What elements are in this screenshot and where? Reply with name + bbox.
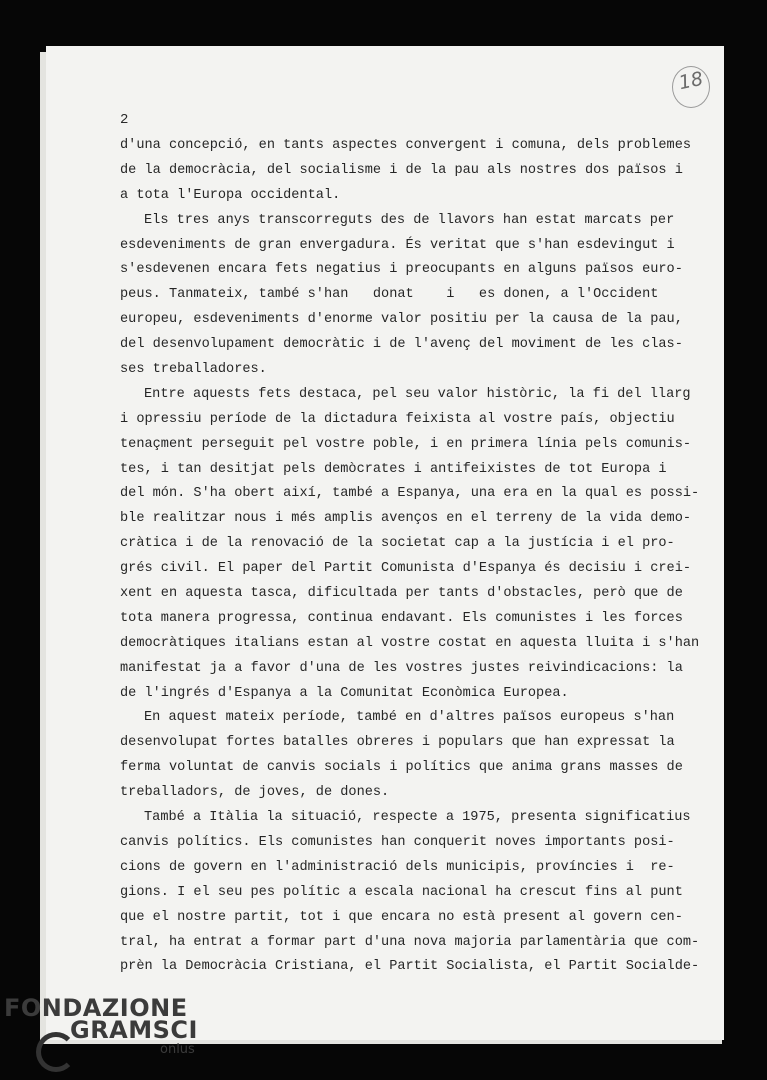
watermark-line-2: GRAMSCI <box>70 1016 198 1044</box>
text-line: a tota l'Europa occidental. <box>120 187 341 203</box>
text-line: democràtiques italians estan al vostre costat en aquesta lluita i s'han <box>120 635 700 651</box>
document-page <box>46 46 724 1040</box>
text-line: desenvolupat fortes batalles obreres i populars que han expressat la <box>120 735 675 751</box>
text-line: cràtica i de la renovació de la societat cap a la justícia i el pro- <box>120 536 675 552</box>
text-line: de l'ingrés d'Espanya a la Comunitat Econòmica Europea. <box>120 685 569 701</box>
text-line: prèn la Democràcia Cristiana, el Partit Socialista, el Partit Socialde- <box>120 959 700 975</box>
text-line: En aquest mateix període, també en d'altres països europeus s'han <box>144 710 675 726</box>
text-line: que el nostre partit, tot i que encara no està present al govern cen- <box>120 909 683 925</box>
text-line: grés civil. El paper del Partit Comunista d'Espanya és decisiu i crei- <box>120 561 692 577</box>
body-text <box>120 134 700 980</box>
watermark-line-1: FONDAZIONE <box>4 994 188 1022</box>
text-line: peus. Tanmateix, també s'han donat i es donen, a l'Occident <box>120 287 659 303</box>
text-line: tenaçment perseguit pel vostre poble, i en primera línia pels comunis- <box>120 436 692 452</box>
text-line: ble realitzar nous i més amplis avenços en el terreny de la vida demo- <box>120 511 692 527</box>
text-line: tral, ha entrat a formar part d'una nova majoria parlamentària que com- <box>120 934 700 950</box>
text-line: del món. S'ha obert així, també a Espanya, una era en la qual es possi- <box>120 486 700 502</box>
folio-annotation: 18 <box>676 67 706 95</box>
text-line: del desenvolupament democràtic i de l'avenç del moviment de les clas- <box>120 337 683 353</box>
text-line: tota manera progressa, continua endavant. Els comunistes i les forces <box>120 610 683 626</box>
watermark-line-3: onlus <box>160 1042 195 1057</box>
text-line: gions. I el seu pes polític a escala nacional ha crescut fins al punt <box>120 884 683 900</box>
text-line: europeu, esdeveniments d'enorme valor positiu per la causa de la pau, <box>120 312 683 328</box>
text-line: Els tres anys transcorreguts des de llavors han estat marcats per <box>144 212 675 228</box>
fondazione-gramsci-watermark <box>4 994 198 1074</box>
text-line: de la democràcia, del socialisme i de la pau als nostres dos països i <box>120 162 683 178</box>
text-line: tes, i tan desitjat pels demòcrates i antifeixistes de tot Europa i <box>120 461 667 477</box>
text-line: Entre aquests fets destaca, pel seu valor històric, la fi del llarg <box>144 386 691 402</box>
page-number: 2 <box>120 112 129 128</box>
text-line: xent en aquesta tasca, dificultada per tants d'obstacles, però que de <box>120 586 683 602</box>
text-line: ses treballadores. <box>120 362 267 378</box>
text-line: d'una concepció, en tants aspectes convergent i comuna, dels problemes <box>120 138 692 153</box>
text-line: També a Itàlia la situació, respecte a 1975, presenta significatius <box>144 810 691 826</box>
text-line: treballadors, de joves, de dones. <box>120 785 390 801</box>
text-line: s'esdevenen encara fets negatius i preocupants en alguns països euro- <box>120 262 683 278</box>
text-line: manifestat ja a favor d'una de les vostres justes reivindicacions: la <box>120 660 683 676</box>
text-line: esdeveniments de gran envergadura. És veritat que s'han esdevingut i <box>120 237 675 253</box>
text-line: cions de govern en l'administració dels municipis, províncies i re- <box>120 859 675 875</box>
text-line: ferma voluntat de canvis socials i polítics que anima grans masses de <box>120 760 683 776</box>
text-line: i opressiu període de la dictadura feixista al vostre país, objectiu <box>120 411 675 427</box>
text-line: canvis polítics. Els comunistes han conquerit noves importants posi- <box>120 834 675 850</box>
